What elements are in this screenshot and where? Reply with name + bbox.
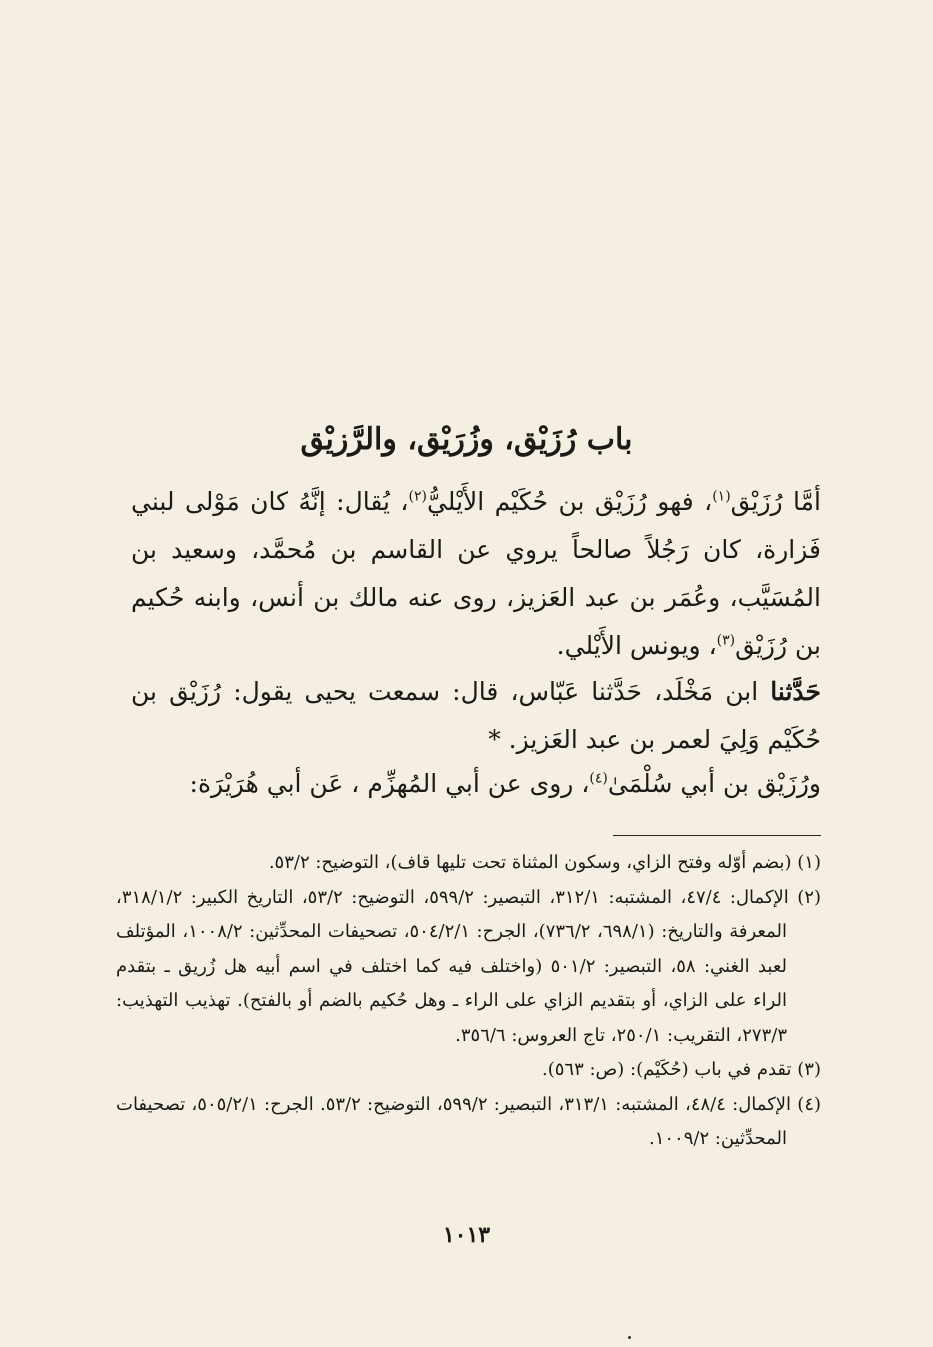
footnote-divider [613, 835, 821, 836]
footnote-ref-2: (٢) [408, 488, 427, 505]
paragraph-text: ، فهو رُزَيْق بن حُكَيْم الأَيْليُّ [426, 487, 713, 516]
paragraph-text: ، روى عن أبي المُهزِّم ، عَن أبي هُرَيْرَة: [189, 769, 590, 798]
paragraph-zurayq [131, 760, 821, 808]
paragraph-text: ورُزَيْق بن أبي سُلْمَىٰ [607, 769, 821, 798]
footnote-ref-1: (١) [712, 488, 731, 505]
footnote-1: (١) (بضم أوّله وفتح الزاي، وسكون المثناة تحت تليها قاف)، التوضيح: ٥٣/٢. [268, 852, 821, 873]
paragraph-lead-word: حَدَّثنا [770, 677, 821, 706]
chapter-title: باب رُزَيْق، وزُرَيْق، والرَّزيْق [300, 422, 633, 457]
footnote-3: (٣) تقدم في باب (حُكَيْم): (ص: ٥٦٣). [541, 1059, 821, 1080]
paragraph-hadith [131, 668, 821, 764]
paragraph-text: ابن مَخْلَد، حَدَّثنا عَبّاس، قال: سمعت يحيى يقول: رُزَيْق بن حُكَيْم وَلِيَ لعمر بن عبد العَزيز. * [131, 677, 821, 754]
paper-speck [628, 1336, 631, 1339]
footnote-ref-4: (٤) [589, 770, 608, 787]
paragraph-text: أمَّا رُزَيْق [730, 487, 821, 516]
paragraph-text: ، يُقال: إنَّهُ كان مَوْلى لبني فَزارة، كان رَجُلاً صالحاً يروي عن القاسم بن مُحمَّد، وسعيد بن المُسَيَّب، وعُمَر بن عبد العَزيز، روى عنه مالك بن أنس، وابنه حُكيم بن رُزَيْق [131, 487, 821, 660]
page-number: ١٠١٣ [442, 1222, 491, 1248]
paragraph-ruzayq [131, 478, 821, 670]
footnote-2: (٢) الإكمال: ٤٧/٤، المشتبه: ٣١٢/١، التبصير: ٥٩٩/٢، التوضيح: ٥٣/٢، التاريخ الكبير: ٣١٨/١/٢، المعرفة والتاريخ: (٦٩٨/١، ٧٣٦/٢)، الجرح: ٥٠٤/٢/١، تصحيفات المحدِّثين: ١٠٠٨/٢، المؤتلف لعبد الغني: ٥٨، التبصير: ٥٠١/٢ (واختلف فيه كما اختلف في اسم أبيه هل زُريق ـ بتقدم الراء على الزاي، أو بتقديم الزاي على الراء ـ وهل حُكيم بالضم أو بالفتح). تهذيب التهذيب: ٢٧٣/٣، التقريب: ٢٥٠/١، تاج العروس: ٣٥٦/٦. [116, 886, 822, 1046]
footnote-ref-3: (٣) [716, 632, 736, 649]
footnote-4: (٤) الإكمال: ٤٨/٤، المشتبه: ٣١٣/١، التبصير: ٥٩٩/٢، التوضيح: ٥٣/٢. الجرح: ٥٠٥/٢/١، تصحيفات المحدِّثين: ١٠٠٩/٢. [116, 1093, 822, 1149]
footnotes-list [116, 846, 821, 1157]
paragraph-text: ، ويونس الأَيْلي. [556, 631, 717, 660]
